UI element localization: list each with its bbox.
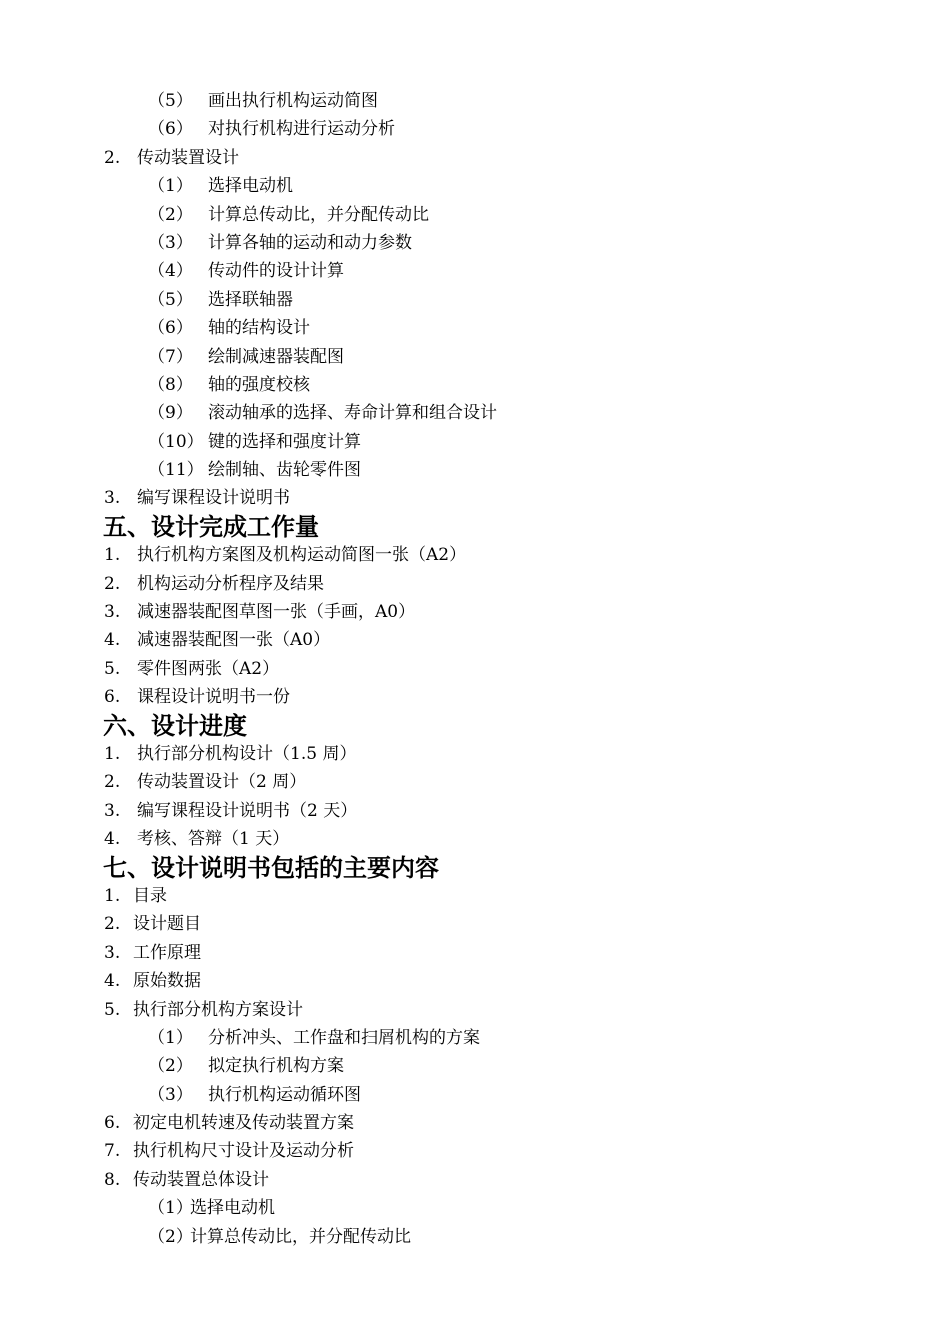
- item-text: 计算总传动比，并分配传动比: [208, 204, 429, 225]
- sub-list-item: [0, 172, 950, 200]
- item-number: （5）: [148, 289, 193, 310]
- list-item: [0, 768, 950, 796]
- sub-list-item: [0, 1081, 950, 1109]
- item-text: 目录: [133, 885, 167, 906]
- item-text: 课程设计说明书一份: [137, 687, 290, 708]
- sub-list-item: [0, 201, 950, 229]
- item-number: （2）: [148, 1226, 193, 1247]
- item-text: 选择联轴器: [208, 289, 293, 310]
- item-text: 工作原理: [133, 942, 201, 963]
- sub-list-item: [0, 1223, 950, 1251]
- sub-list-item: [0, 115, 950, 143]
- document-page: [0, 87, 950, 1251]
- list-item: [0, 825, 950, 853]
- item-text: 执行部分机构设计（1.5 周）: [137, 743, 357, 764]
- item-text: 传动装置总体设计: [133, 1169, 269, 1190]
- list-item: [0, 1166, 950, 1194]
- sub-list-item: [0, 229, 950, 257]
- sub-list-item: [0, 428, 950, 456]
- item-number: 4.: [104, 829, 121, 850]
- list-item: [0, 740, 950, 768]
- section-heading: 五、设计完成工作量: [103, 512, 319, 541]
- item-number: （4）: [148, 261, 193, 282]
- list-item: [0, 797, 950, 825]
- item-text: 零件图两张（A2）: [137, 658, 280, 679]
- item-number: （6）: [148, 318, 193, 339]
- item-number: 7.: [104, 1141, 121, 1162]
- section-heading: 七、设计说明书包括的主要内容: [103, 853, 439, 882]
- item-number: （7）: [148, 346, 193, 367]
- sub-list-item: [0, 87, 950, 115]
- item-text: 传动装置设计（2 周）: [137, 772, 307, 793]
- sub-list-item: [0, 286, 950, 314]
- item-text: 键的选择和强度计算: [208, 431, 361, 452]
- item-number: 3.: [104, 602, 121, 623]
- item-number: 3.: [104, 488, 121, 509]
- list-item: [0, 910, 950, 938]
- item-number: 5.: [104, 658, 121, 679]
- item-number: 8.: [104, 1169, 121, 1190]
- list-item: [0, 1137, 950, 1165]
- item-number: 3.: [104, 800, 121, 821]
- item-number: （1）: [148, 1027, 193, 1048]
- item-number: 1.: [104, 743, 121, 764]
- item-text: 选择电动机: [190, 1198, 275, 1219]
- item-number: 2.: [104, 573, 121, 594]
- item-text: 传动装置设计: [137, 147, 239, 168]
- item-number: 1.: [104, 545, 121, 566]
- item-text: 原始数据: [133, 971, 201, 992]
- item-number: （1）: [148, 1198, 193, 1219]
- item-number: 6.: [104, 1113, 121, 1134]
- item-number: 2.: [104, 147, 121, 168]
- item-text: 考核、答辩（1 天）: [137, 829, 290, 850]
- item-text: 轴的结构设计: [208, 318, 310, 339]
- item-text: 执行机构运动循环图: [208, 1084, 361, 1105]
- item-text: 设计题目: [133, 914, 201, 935]
- item-text: 滚动轴承的选择、寿命计算和组合设计: [208, 403, 497, 424]
- item-number: （11）: [148, 460, 204, 481]
- item-text: 计算总传动比，并分配传动比: [190, 1226, 411, 1247]
- item-text: 减速器装配图草图一张（手画，A0）: [137, 602, 416, 623]
- list-item: [0, 1109, 950, 1137]
- item-text: 拟定执行机构方案: [208, 1056, 344, 1077]
- section-heading: 六、设计进度: [103, 711, 247, 740]
- sub-list-item: [0, 456, 950, 484]
- sub-list-item: [0, 1024, 950, 1052]
- item-number: （2）: [148, 1056, 193, 1077]
- item-number: 1.: [104, 885, 121, 906]
- item-text: 轴的强度校核: [208, 374, 310, 395]
- item-number: （9）: [148, 403, 193, 424]
- list-item: [0, 541, 950, 569]
- item-text: 分析冲头、工作盘和扫屑机构的方案: [208, 1027, 480, 1048]
- list-item: [0, 882, 950, 910]
- item-number: 6.: [104, 687, 121, 708]
- item-text: 执行部分机构方案设计: [133, 999, 303, 1020]
- item-text: 绘制轴、齿轮零件图: [208, 460, 361, 481]
- item-text: 传动件的设计计算: [208, 261, 344, 282]
- item-number: 4.: [104, 630, 121, 651]
- sub-list-item: [0, 314, 950, 342]
- item-number: （2）: [148, 204, 193, 225]
- item-number: 4.: [104, 971, 121, 992]
- item-text: 计算各轴的运动和动力参数: [208, 232, 412, 253]
- list-item: [0, 484, 950, 512]
- item-number: （6）: [148, 119, 193, 140]
- list-item: [0, 967, 950, 995]
- item-text: 执行机构方案图及机构运动简图一张（A2）: [137, 545, 467, 566]
- list-item: [0, 996, 950, 1024]
- item-number: （10）: [148, 431, 204, 452]
- list-item: [0, 144, 950, 172]
- list-item: [0, 655, 950, 683]
- item-text: 机构运动分析程序及结果: [137, 573, 324, 594]
- item-text: 选择电动机: [208, 176, 293, 197]
- item-number: （3）: [148, 1084, 193, 1105]
- item-number: （8）: [148, 374, 193, 395]
- item-text: 执行机构尺寸设计及运动分析: [133, 1141, 354, 1162]
- item-number: （3）: [148, 232, 193, 253]
- item-number: 2.: [104, 914, 121, 935]
- item-number: 2.: [104, 772, 121, 793]
- item-text: 绘制减速器装配图: [208, 346, 344, 367]
- item-number: （1）: [148, 176, 193, 197]
- item-text: 编写课程设计说明书（2 天）: [137, 800, 358, 821]
- list-item: [0, 598, 950, 626]
- sub-list-item: [0, 399, 950, 427]
- sub-list-item: [0, 343, 950, 371]
- list-item: [0, 570, 950, 598]
- item-number: 5.: [104, 999, 121, 1020]
- list-item: [0, 939, 950, 967]
- sub-list-item: [0, 257, 950, 285]
- list-item: [0, 626, 950, 654]
- item-text: 对执行机构进行运动分析: [208, 119, 395, 140]
- item-number: （5）: [148, 91, 193, 111]
- item-text: 初定电机转速及传动装置方案: [133, 1113, 354, 1134]
- item-number: 3.: [104, 942, 121, 963]
- item-text: 画出执行机构运动简图: [208, 91, 378, 111]
- list-item: [0, 683, 950, 711]
- item-text: 编写课程设计说明书: [137, 488, 290, 509]
- item-text: 减速器装配图一张（A0）: [137, 630, 331, 651]
- sub-list-item: [0, 371, 950, 399]
- sub-list-item: [0, 1052, 950, 1080]
- sub-list-item: [0, 1194, 950, 1222]
